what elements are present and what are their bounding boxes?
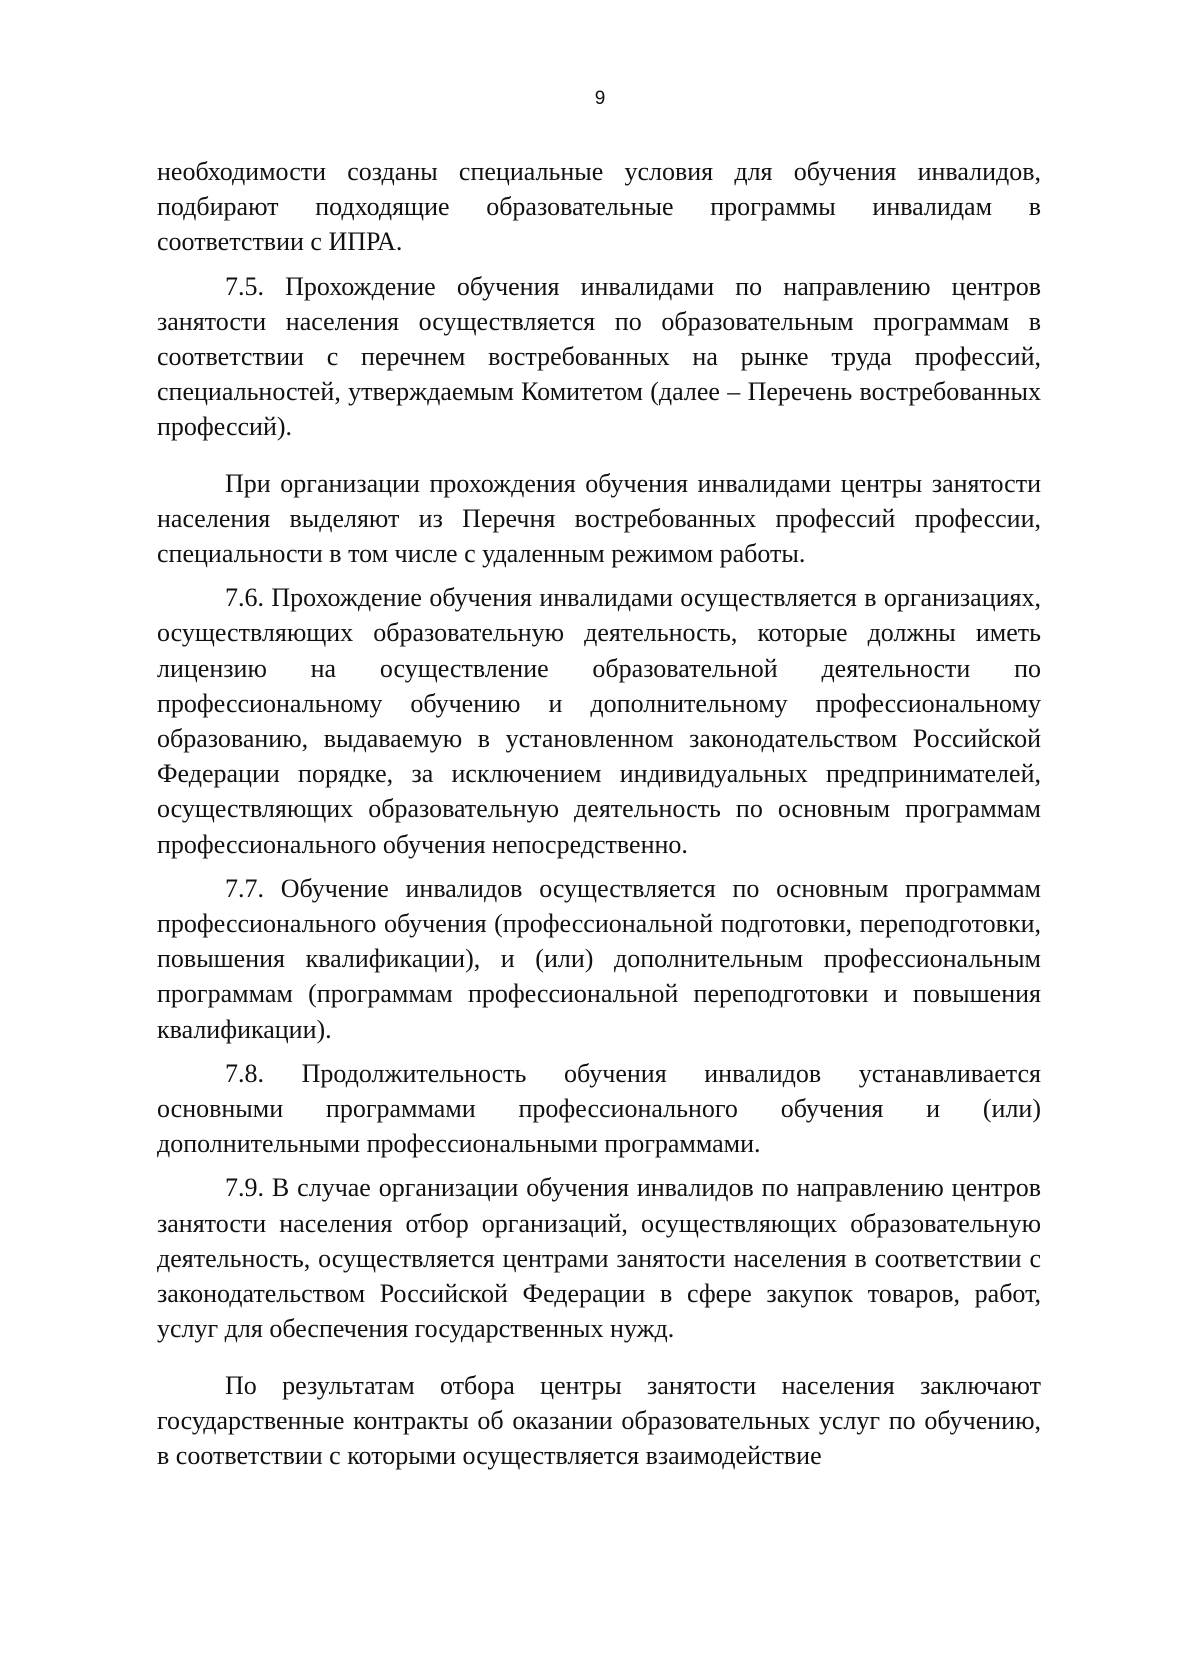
page-number: 9 <box>594 88 606 109</box>
paragraph-7-9: 7.9. В случае организации обучения инвалидов по направлению центров занятости населения отбор организаций, осуществляющих образовательную деятельность, осуществляется центрами занятости населения в соответствии с законодательством Российской Федерации в сфере закупок товаров, работ, услуг для обеспечения государственных нужд. <box>157 1173 1041 1344</box>
paragraph-7-8: 7.8. Продолжительность обучения инвалидов устанавливается основными программами профессионального обучения и (или) дополнительными профессиональными программами. <box>157 1058 1041 1159</box>
paragraph-7-5: 7.5. Прохождение обучения инвалидами по направлению центров занятости населения осуществляется по образовательным программам в соответствии с перечнем востребованных на рынке труда профессий, специальностей, утверждаемым Комитетом (далее – Перечень востребованных профессий). <box>157 271 1041 442</box>
document-body <box>157 154 1041 1473</box>
paragraph-contracts: По результатам отбора центры занятости населения заключают государственные контракты об оказании образовательных услуг по обучению, в соответствии с которыми осуществляется взаимодействие <box>157 1370 1041 1470</box>
paragraph-continuation: необходимости созданы специальные условия для обучения инвалидов, подбирают подходящие образовательные программы инвалидам в соответствии с ИПРА. <box>157 157 1041 257</box>
paragraph-7-7: 7.7. Обучение инвалидов осуществляется по основным программам профессионального обучения (профессиональной подготовки, переподготовки, повышения квалификации), и (или) дополнительным профессиональным программам (программам профессиональной переподготовки и повышения квалификации). <box>157 873 1041 1044</box>
paragraph-7-6: 7.6. Прохождение обучения инвалидами осуществляется в организациях, осуществляющих образовательную деятельность, которые должны иметь лицензию на осуществление образовательной деятельности по профессиональному обучению и дополнительному профессиональному образованию, выдаваемую в установленном законодательством Российской Федерации порядке, за исключением индивидуальных предпринимателей, осуществляющих образовательную деятельность по основным программам профессионального обучения непосредственно. <box>157 583 1041 859</box>
paragraph-7-5-note: При организации прохождения обучения инвалидами центры занятости населения выделяют из Перечня востребованных профессий профессии, специальности в том числе с удаленным режимом работы. <box>157 468 1041 569</box>
